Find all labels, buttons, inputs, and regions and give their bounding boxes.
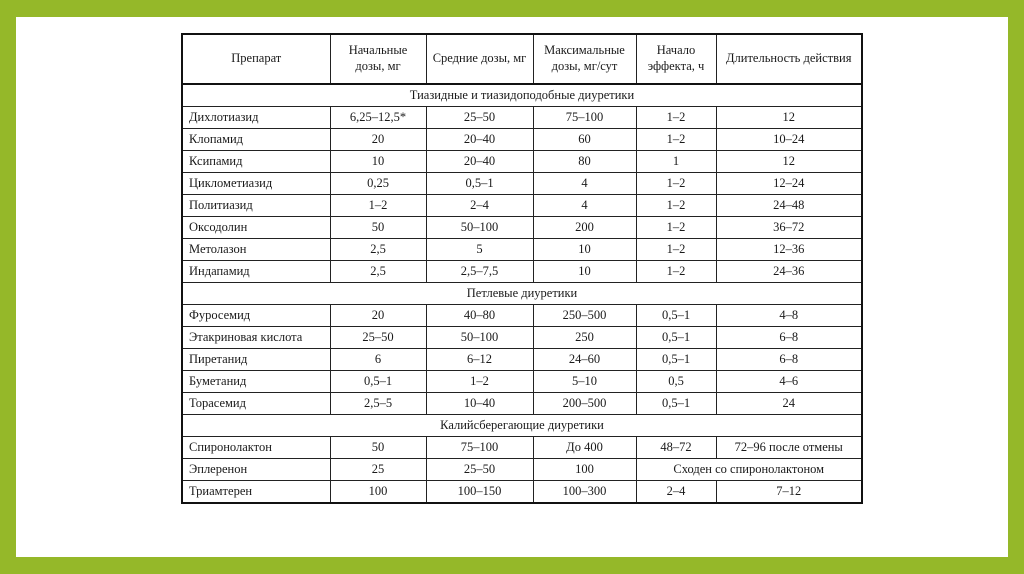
header-max-dose: Максимальные дозы, мг/сут bbox=[533, 34, 636, 84]
max-dose-cell: 250–500 bbox=[533, 305, 636, 327]
diuretics-table bbox=[181, 33, 863, 504]
duration-cell: 12 bbox=[716, 107, 862, 129]
table-row bbox=[182, 327, 862, 349]
initial-dose-cell: 10 bbox=[330, 151, 426, 173]
duration-cell: 10–24 bbox=[716, 129, 862, 151]
drug-name-cell: Клопамид bbox=[182, 129, 330, 151]
table-row bbox=[182, 305, 862, 327]
max-dose-cell: 5–10 bbox=[533, 371, 636, 393]
drug-name-cell: Буметанид bbox=[182, 371, 330, 393]
onset-cell: 1–2 bbox=[636, 239, 716, 261]
header-initial-dose: Начальные дозы, мг bbox=[330, 34, 426, 84]
initial-dose-cell: 2,5–5 bbox=[330, 393, 426, 415]
onset-cell: 1 bbox=[636, 151, 716, 173]
table-row bbox=[182, 371, 862, 393]
initial-dose-cell: 25 bbox=[330, 459, 426, 481]
average-dose-cell: 1–2 bbox=[426, 371, 533, 393]
section-header-row bbox=[182, 415, 862, 437]
initial-dose-cell: 25–50 bbox=[330, 327, 426, 349]
max-dose-cell: 4 bbox=[533, 173, 636, 195]
onset-cell: 1–2 bbox=[636, 173, 716, 195]
drug-name-cell: Спиронолактон bbox=[182, 437, 330, 459]
initial-dose-cell: 100 bbox=[330, 481, 426, 504]
duration-cell: 6–8 bbox=[716, 327, 862, 349]
duration-cell: 24–48 bbox=[716, 195, 862, 217]
duration-cell: 72–96 после отмены bbox=[716, 437, 862, 459]
section-header-row bbox=[182, 84, 862, 107]
max-dose-cell: 200–500 bbox=[533, 393, 636, 415]
drug-name-cell: Эплеренон bbox=[182, 459, 330, 481]
initial-dose-cell: 6,25–12,5* bbox=[330, 107, 426, 129]
duration-cell: 36–72 bbox=[716, 217, 862, 239]
onset-cell: 1–2 bbox=[636, 261, 716, 283]
onset-cell: 0,5–1 bbox=[636, 349, 716, 371]
duration-cell: 4–8 bbox=[716, 305, 862, 327]
onset-cell: 48–72 bbox=[636, 437, 716, 459]
drug-name-cell: Индапамид bbox=[182, 261, 330, 283]
max-dose-cell: 4 bbox=[533, 195, 636, 217]
table-row bbox=[182, 173, 862, 195]
initial-dose-cell: 20 bbox=[330, 129, 426, 151]
onset-cell: 0,5 bbox=[636, 371, 716, 393]
max-dose-cell: 24–60 bbox=[533, 349, 636, 371]
initial-dose-cell: 20 bbox=[330, 305, 426, 327]
average-dose-cell: 100–150 bbox=[426, 481, 533, 504]
max-dose-cell: До 400 bbox=[533, 437, 636, 459]
onset-cell: 0,5–1 bbox=[636, 393, 716, 415]
drug-name-cell: Оксодолин bbox=[182, 217, 330, 239]
average-dose-cell: 2,5–7,5 bbox=[426, 261, 533, 283]
header-row bbox=[182, 34, 862, 84]
max-dose-cell: 100 bbox=[533, 459, 636, 481]
drug-name-cell: Ксипамид bbox=[182, 151, 330, 173]
header-average-dose: Средние дозы, мг bbox=[426, 34, 533, 84]
duration-cell: 24–36 bbox=[716, 261, 862, 283]
table-header bbox=[182, 34, 862, 84]
duration-cell: 4–6 bbox=[716, 371, 862, 393]
onset-duration-merged-cell: Сходен со спиронолактоном bbox=[636, 459, 862, 481]
max-dose-cell: 100–300 bbox=[533, 481, 636, 504]
table-row bbox=[182, 217, 862, 239]
max-dose-cell: 75–100 bbox=[533, 107, 636, 129]
onset-cell: 1–2 bbox=[636, 217, 716, 239]
average-dose-cell: 0,5–1 bbox=[426, 173, 533, 195]
table-row bbox=[182, 151, 862, 173]
header-drug: Препарат bbox=[182, 34, 330, 84]
drug-name-cell: Этакриновая кислота bbox=[182, 327, 330, 349]
table-body bbox=[182, 84, 862, 503]
average-dose-cell: 25–50 bbox=[426, 459, 533, 481]
drug-name-cell: Циклометиазид bbox=[182, 173, 330, 195]
drug-name-cell: Пиретанид bbox=[182, 349, 330, 371]
duration-cell: 12 bbox=[716, 151, 862, 173]
table-row bbox=[182, 239, 862, 261]
initial-dose-cell: 2,5 bbox=[330, 261, 426, 283]
max-dose-cell: 60 bbox=[533, 129, 636, 151]
section-title: Петлевые диуретики bbox=[182, 283, 862, 305]
onset-cell: 1–2 bbox=[636, 195, 716, 217]
drug-name-cell: Дихлотиазид bbox=[182, 107, 330, 129]
average-dose-cell: 10–40 bbox=[426, 393, 533, 415]
average-dose-cell: 20–40 bbox=[426, 129, 533, 151]
average-dose-cell: 5 bbox=[426, 239, 533, 261]
initial-dose-cell: 6 bbox=[330, 349, 426, 371]
table-row bbox=[182, 459, 862, 481]
initial-dose-cell: 2,5 bbox=[330, 239, 426, 261]
max-dose-cell: 200 bbox=[533, 217, 636, 239]
table-row bbox=[182, 481, 862, 504]
onset-cell: 1–2 bbox=[636, 107, 716, 129]
drug-name-cell: Метолазон bbox=[182, 239, 330, 261]
header-duration: Длительность действия bbox=[716, 34, 862, 84]
initial-dose-cell: 1–2 bbox=[330, 195, 426, 217]
average-dose-cell: 50–100 bbox=[426, 217, 533, 239]
max-dose-cell: 250 bbox=[533, 327, 636, 349]
initial-dose-cell: 0,25 bbox=[330, 173, 426, 195]
duration-cell: 7–12 bbox=[716, 481, 862, 504]
header-onset: Начало эффекта, ч bbox=[636, 34, 716, 84]
drug-name-cell: Политиазид bbox=[182, 195, 330, 217]
max-dose-cell: 10 bbox=[533, 261, 636, 283]
table-row bbox=[182, 437, 862, 459]
duration-cell: 6–8 bbox=[716, 349, 862, 371]
table-row bbox=[182, 349, 862, 371]
onset-cell: 0,5–1 bbox=[636, 305, 716, 327]
section-title: Калийсберегающие диуретики bbox=[182, 415, 862, 437]
max-dose-cell: 10 bbox=[533, 239, 636, 261]
table-row bbox=[182, 129, 862, 151]
drug-name-cell: Торасемид bbox=[182, 393, 330, 415]
drug-name-cell: Триамтерен bbox=[182, 481, 330, 504]
average-dose-cell: 20–40 bbox=[426, 151, 533, 173]
section-header-row bbox=[182, 283, 862, 305]
onset-cell: 1–2 bbox=[636, 129, 716, 151]
average-dose-cell: 25–50 bbox=[426, 107, 533, 129]
onset-cell: 2–4 bbox=[636, 481, 716, 504]
duration-cell: 12–24 bbox=[716, 173, 862, 195]
drug-name-cell: Фуросемид bbox=[182, 305, 330, 327]
initial-dose-cell: 50 bbox=[330, 217, 426, 239]
table-row bbox=[182, 107, 862, 129]
table-row bbox=[182, 393, 862, 415]
duration-cell: 24 bbox=[716, 393, 862, 415]
average-dose-cell: 40–80 bbox=[426, 305, 533, 327]
section-title: Тиазидные и тиазидоподобные диуретики bbox=[182, 84, 862, 107]
average-dose-cell: 50–100 bbox=[426, 327, 533, 349]
average-dose-cell: 75–100 bbox=[426, 437, 533, 459]
slide bbox=[16, 17, 1008, 557]
table-row bbox=[182, 261, 862, 283]
table-row bbox=[182, 195, 862, 217]
initial-dose-cell: 0,5–1 bbox=[330, 371, 426, 393]
average-dose-cell: 2–4 bbox=[426, 195, 533, 217]
duration-cell: 12–36 bbox=[716, 239, 862, 261]
initial-dose-cell: 50 bbox=[330, 437, 426, 459]
max-dose-cell: 80 bbox=[533, 151, 636, 173]
onset-cell: 0,5–1 bbox=[636, 327, 716, 349]
average-dose-cell: 6–12 bbox=[426, 349, 533, 371]
